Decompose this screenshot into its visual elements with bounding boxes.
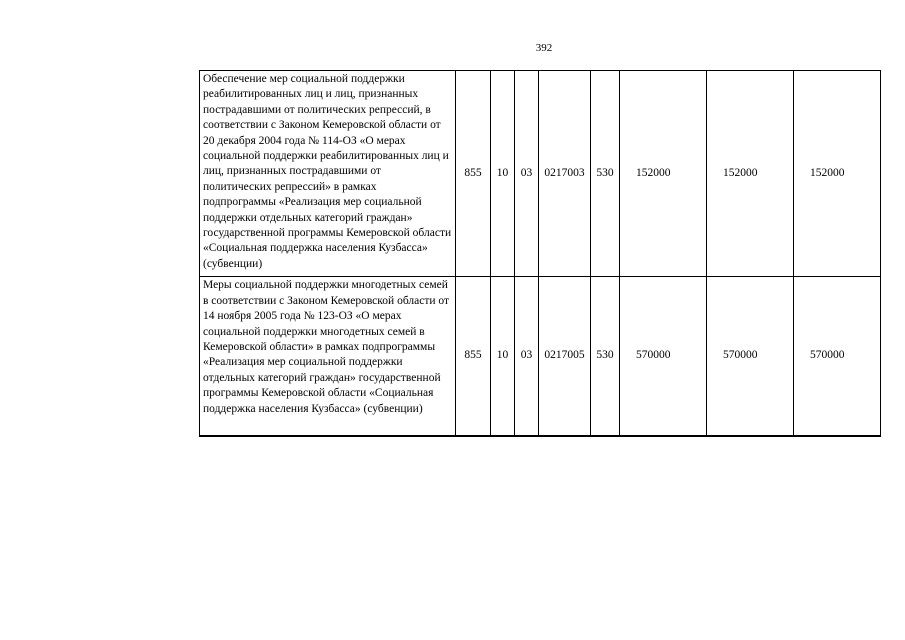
- amount-3-cell: 152000: [794, 71, 881, 277]
- section-cell: 10: [491, 71, 515, 277]
- amount-1-cell: 570000: [620, 277, 707, 436]
- amount-2-cell: 570000: [707, 277, 794, 436]
- section-cell: 10: [491, 277, 515, 436]
- table-row: [200, 71, 881, 277]
- expense-type-cell: 530: [591, 71, 620, 277]
- expense-type-cell: 530: [591, 277, 620, 436]
- row-description: Меры социальной поддержки многодетных семей в соответствии с Законом Кемеровской области от 14 ноября 2005 года № 123-ОЗ «О мерах социальной поддержки многодетных семей в Кемеровской области» в рамках подпрограммы «Реализация мер социальной поддержки отдельных категорий граждан» государственной программы Кемеровской области «Социальная поддержка населения Кузбасса» (субвенции): [200, 277, 456, 436]
- amount-1-cell: 152000: [620, 71, 707, 277]
- table-row: [200, 277, 881, 436]
- ministry-code-cell: 855: [456, 277, 491, 436]
- target-article-cell: 0217003: [539, 71, 591, 277]
- amount-2-cell: 152000: [707, 71, 794, 277]
- subsection-cell: 03: [515, 71, 539, 277]
- page-number: 392: [535, 42, 553, 54]
- ministry-code-cell: 855: [456, 71, 491, 277]
- budget-table: [199, 70, 881, 437]
- subsection-cell: 03: [515, 277, 539, 436]
- target-article-cell: 0217005: [539, 277, 591, 436]
- row-description: Обеспечение мер социальной поддержки реабилитированных лиц и лиц, признанных пострадавшими от политических репрессий, в соответствии с Законом Кемеровской области от 20 декабря 2004 года № 114-ОЗ «О мерах социальной поддержки реабилитированных лиц и лиц, признанных пострадавшими от политических репрессий» в рамках подпрограммы «Реализация мер социальной поддержки отдельных категорий граждан» государственной программы Кемеровской области «Социальная поддержка населения Кузбасса» (субвенции): [200, 71, 456, 277]
- amount-3-cell: 570000: [794, 277, 881, 436]
